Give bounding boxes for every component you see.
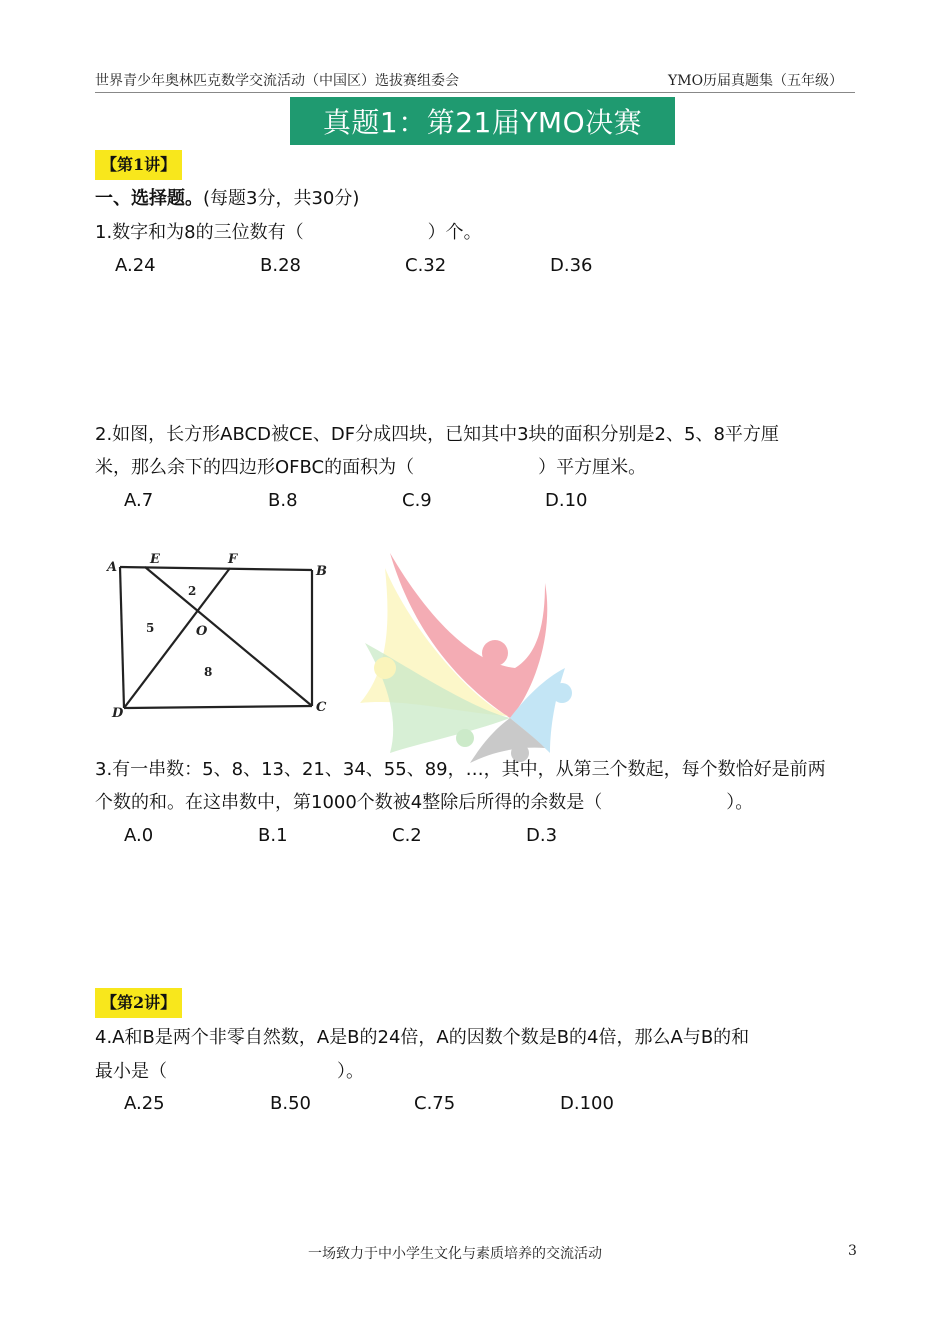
- question-2-option-b: B.8: [268, 490, 298, 511]
- question-4-option-d: D.100: [560, 1093, 614, 1114]
- logo-red-dot: [482, 640, 508, 666]
- footer-slogan: 一场致力于中小学生文化与素质培养的交流活动: [308, 1246, 602, 1262]
- question-1-option-a: A.24: [115, 255, 156, 276]
- segment-df: [124, 568, 230, 708]
- point-c-label: C: [316, 700, 327, 715]
- question-3-option-a: A.0: [124, 825, 154, 846]
- section-heading: [95, 182, 359, 216]
- question-2-option-a: A.7: [124, 490, 154, 511]
- logo-green-dot: [456, 729, 474, 747]
- point-e-label: E: [150, 552, 160, 567]
- watermark-logo: [350, 548, 580, 768]
- question-2-line-2: [95, 451, 646, 485]
- question-2-line: ）平方厘米。: [538, 457, 647, 478]
- rectangle-figure: [100, 545, 340, 725]
- page-number: 3: [848, 1243, 857, 1259]
- point-f-label: F: [228, 552, 238, 567]
- question-3-option-d: D.3: [526, 825, 558, 846]
- edge-dc: [124, 706, 312, 708]
- header-left: 世界青少年奥林匹克数学交流活动（中国区）选拔赛组委会: [95, 73, 459, 89]
- question-3-option-c: C.2: [392, 825, 422, 846]
- section-label: 一、选择题。: [95, 188, 203, 209]
- lecture-2-label: 【第2讲】: [95, 988, 182, 1018]
- question-4-option-c: C.75: [414, 1093, 456, 1114]
- question-4-line-2: [95, 1055, 364, 1089]
- question-4-option-a: A.25: [124, 1093, 165, 1114]
- logo-yellow-dot: [374, 657, 396, 679]
- question-1-line: 1.数字和为8的三位数有（: [95, 222, 304, 243]
- point-b-label: B: [316, 564, 327, 579]
- point-d-label: D: [112, 706, 124, 721]
- title-bar: [290, 97, 675, 145]
- question-1-line: ）个。: [427, 222, 482, 243]
- header-right: YMO历届真题集（五年级）: [668, 73, 844, 89]
- question-1-option-d: D.36: [550, 255, 593, 276]
- page-title: 真题1：第21届YMO决赛: [322, 106, 643, 139]
- question-3-line: 个数的和。在这串数中，第1000个数被4整除后所得的余数是（: [95, 792, 603, 813]
- point-a-label: A: [107, 560, 118, 575]
- question-3-line: ）。: [726, 792, 754, 813]
- area-label-2: 2: [188, 584, 197, 598]
- header-divider: [95, 92, 855, 93]
- segment-ce: [145, 567, 312, 706]
- question-2-line-1: 2.如图，长方形ABCD被CE、DF分成四块，已知其中3块的面积分别是2、5、8平方厘: [95, 424, 779, 445]
- question-4-line: 最小是（: [95, 1061, 167, 1082]
- question-4-line: ）。: [337, 1061, 364, 1082]
- logo-blue-dot: [552, 683, 572, 703]
- lecture-1-label: 【第1讲】: [95, 150, 182, 180]
- question-4-line-1: 4.A和B是两个非零自然数，A是B的24倍，A的因数个数是B的4倍，那么A与B的和: [95, 1027, 750, 1048]
- point-o-label: O: [196, 624, 208, 639]
- question-3-option-b: B.1: [258, 825, 288, 846]
- question-2-option-c: C.9: [402, 490, 432, 511]
- question-3-line-2: [95, 786, 753, 820]
- question-3-line-1: 3.有一串数：5、8、13、21、34、55、89，…，其中，从第三个数起，每个数恰好是前两: [95, 759, 826, 780]
- question-2-line: 米，那么余下的四边形OFBC的面积为（: [95, 457, 415, 478]
- edge-ad: [120, 567, 124, 708]
- question-2-option-d: D.10: [545, 490, 588, 511]
- area-label-8: 8: [204, 665, 213, 679]
- question-4-option-b: B.50: [270, 1093, 311, 1114]
- question-1-option-c: C.32: [405, 255, 447, 276]
- question-1-text: [95, 216, 482, 250]
- section-note: (每题3分，共30分): [203, 188, 360, 209]
- question-1-option-b: B.28: [260, 255, 301, 276]
- area-label-5: 5: [146, 621, 155, 635]
